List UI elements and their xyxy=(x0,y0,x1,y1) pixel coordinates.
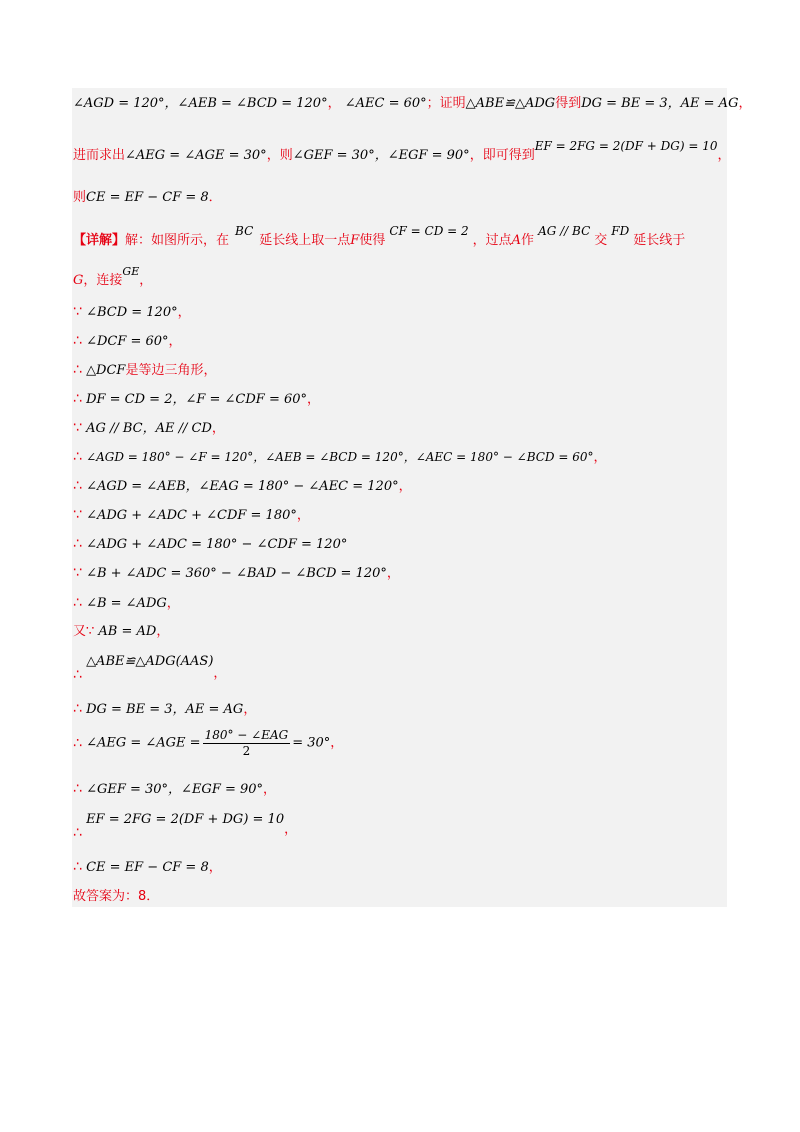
step-aeg-fraction: ∴ ∠AEG = ∠AGE = $\frac{\text{180° − ∠EAG}}{2}$ = 30°， xyxy=(73,728,344,758)
step-9: ∴ ∠ADG + ∠ADC = 180° − ∠CDF = 120° xyxy=(73,536,348,552)
analysis-line-2: 进而求出∠AEG = ∠AGE = 30°，则∠GEF = 30°，∠EGF = 90°，即可得到EF = 2FG = 2(DF + DG) = 10， xyxy=(73,139,731,163)
step-4: ∴ DF = CD = 2，∠F = ∠CDF = 60°， xyxy=(73,391,321,407)
detail-line-1: 【详解】解：如图所示，在BC延长线上取一点F使得CF = CD = 2，过点A作AG // BC交FD延长线于 xyxy=(73,224,686,248)
step-2: ∴ ∠DCF = 60°， xyxy=(73,333,182,349)
fraction: $\frac{\text{180° − ∠EAG}}{2}$ xyxy=(204,728,289,758)
analysis-line-1: ∠AGD = 120°，∠AEB = ∠BCD = 120°， ∠AEC = 60°；证明△ABE≌△ADG得到DG = BE = 3，AE = AG， xyxy=(73,96,752,111)
final-answer: 故答案为：8． xyxy=(73,889,160,904)
detail-line-2: G，连接$^{GE}$， xyxy=(73,265,153,288)
analysis-line-3: 则CE = EF − CF = 8． xyxy=(73,190,222,205)
step-gef: ∴ ∠GEF = 30°，∠EGF = 90°， xyxy=(73,781,277,797)
step-10: ∵ ∠B + ∠ADC = 360° − ∠BAD − ∠BCD = 120°， xyxy=(73,565,400,581)
step-8: ∵ ∠ADG + ∠ADC + ∠CDF = 180°， xyxy=(73,507,310,523)
step-6: ∴ ∠AGD = 180° − ∠F = 120°，∠AEB = ∠BCD = 120°，∠AEC = 180° − ∠BCD = 60°， xyxy=(73,449,607,465)
step-12: 又∵ AB = AD， xyxy=(73,624,170,639)
step-11: ∴ ∠B = ∠ADG， xyxy=(73,595,180,611)
step-ce: ∴ CE = EF − CF = 8， xyxy=(73,859,222,875)
step-5: ∵ AG // BC，AE // CD， xyxy=(73,420,225,436)
step-congruence: ∴ △ABE≌△ADG(AAS)， xyxy=(73,654,227,683)
step-ef: ∴ EF = 2FG = 2(DF + DG) = 10， xyxy=(73,812,298,841)
step-dg: ∴ DG = BE = 3，AE = AG， xyxy=(73,701,257,717)
step-7: ∴ ∠AGD = ∠AEB，∠EAG = 180° − ∠AEC = 120°， xyxy=(73,478,412,494)
step-1: ∵ ∠BCD = 120°， xyxy=(73,304,191,320)
math: ∠AGD = 120°，∠AEB = ∠BCD = 120° xyxy=(73,96,328,111)
step-3: ∴ △DCF是等边三角形， xyxy=(73,362,217,378)
